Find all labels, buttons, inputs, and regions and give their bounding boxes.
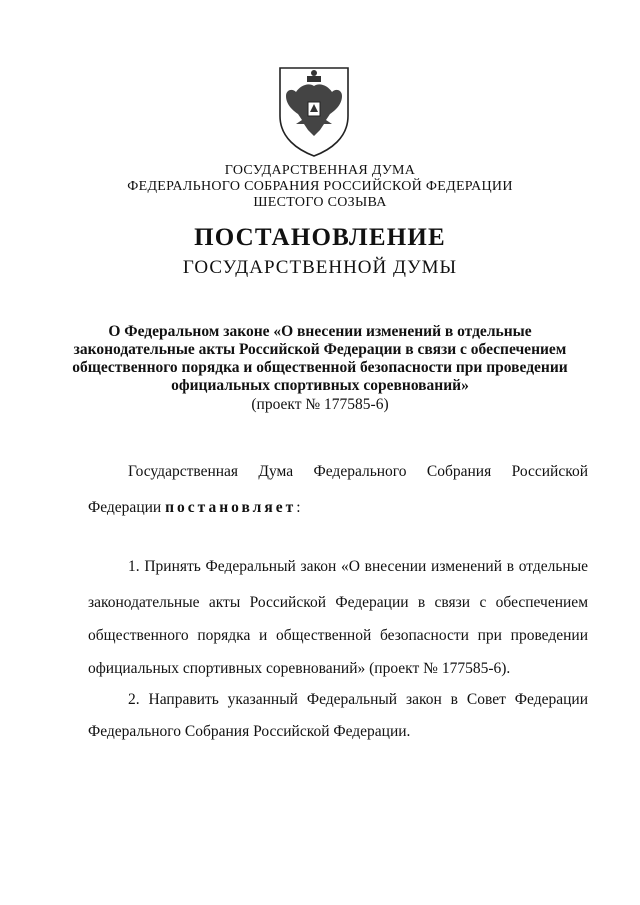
item-1-line: официальных спортивных соревнований» (проект № 177585-6). xyxy=(88,660,511,677)
subject-line: законодательные акты Российской Федерации в связи с обеспечением xyxy=(73,341,567,358)
russian-coat-of-arms-icon xyxy=(274,64,354,158)
item-1-line: законодательные акты Российской Федерации в связи с обеспечением xyxy=(88,594,588,611)
org-line-3: ШЕСТОГО СОЗЫВА xyxy=(253,195,387,210)
item-2-line: Федерального Собрания Российской Федерации. xyxy=(88,723,411,740)
preamble-text: Федерации xyxy=(88,499,166,516)
preamble-colon: : xyxy=(296,499,301,516)
subject-block xyxy=(60,323,580,395)
preamble-line-2 xyxy=(88,499,588,517)
project-number: (проект № 177585-6) xyxy=(251,396,389,413)
document-subtitle: ГОСУДАРСТВЕННОЙ ДУМЫ xyxy=(182,257,458,278)
subject-line: общественного порядка и общественной безопасности при проведении xyxy=(72,359,568,376)
document-title: ПОСТАНОВЛЕНИЕ xyxy=(194,224,446,251)
preamble-line-1: Государственная Дума Федерального Собрания Российской xyxy=(128,463,588,480)
resolves-word: постановляет xyxy=(165,499,297,516)
item-2-line: 2. Направить указанный Федеральный закон в Совет Федерации xyxy=(128,691,588,708)
org-line-2: ФЕДЕРАЛЬНОГО СОБРАНИЯ РОССИЙСКОЙ ФЕДЕРАЦИИ xyxy=(127,179,513,194)
subject-line: официальных спортивных соревнований» xyxy=(171,377,469,394)
org-line-1: ГОСУДАРСТВЕННАЯ ДУМА xyxy=(224,163,416,178)
subject-line: О Федеральном законе «О внесении изменений в отдельные xyxy=(108,323,532,340)
item-1-line: 1. Принять Федеральный закон «О внесении изменений в отдельные xyxy=(128,558,588,575)
item-1-line: общественного порядка и общественной безопасности при проведении xyxy=(88,627,588,644)
